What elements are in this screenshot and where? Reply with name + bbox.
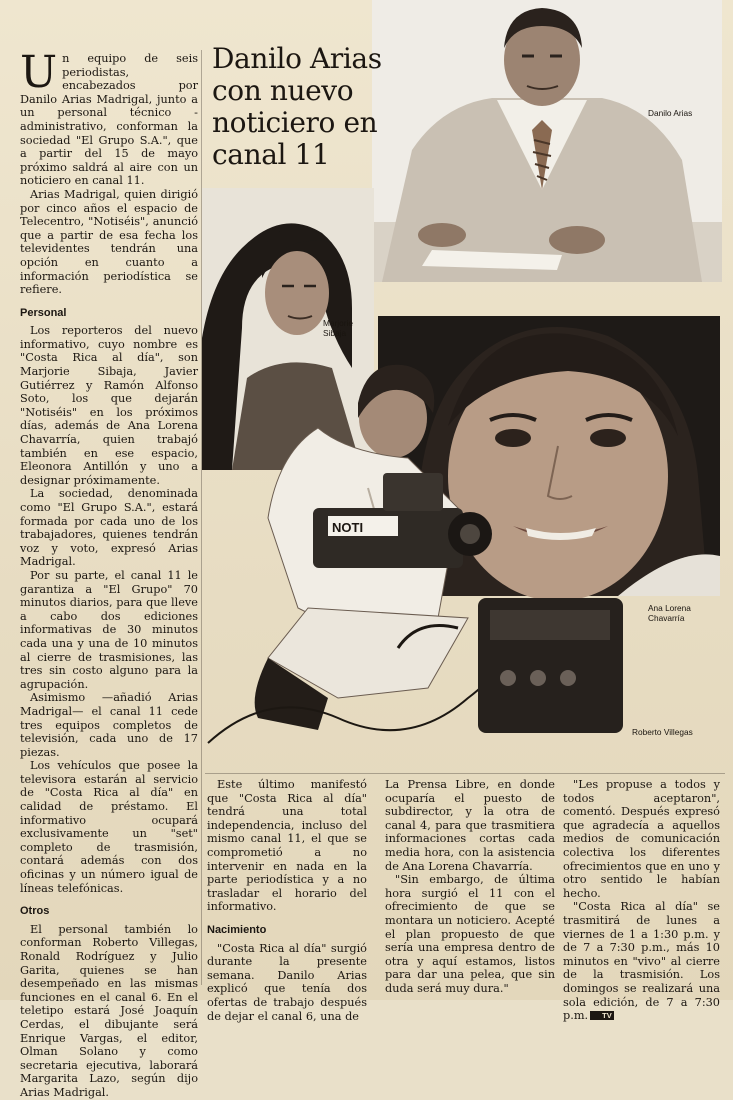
paragraph: El personal también lo conforman Roberto Villegas, Ronald Rodríguez y Julio Garita, quienes se han desempeñado en las mismas funciones en el canal 6. En el teletipo estará José Joaquín Cerdas, el dibujante será Enrique Vargas, el editor, Olman Solano y como secretaria ejecutiva, laborará Margarita Lazo, según dijo Arias Madrigal. <box>20 922 198 1099</box>
paragraph: "Costa Rica al día" surgió durante la presente semana. Danilo Arias explicó que tenía dos ofertas de trabajo después de dejar el canal 6, una de <box>207 941 367 1023</box>
paragraph: Asimismo —añadió Arias Madrigal— el canal 11 cede tres equipos completos de televisión, cada uno de 17 piezas. <box>20 691 198 759</box>
article-column-bottom-2 <box>385 778 555 996</box>
paragraph: La Prensa Libre, en donde ocuparía el puesto de subdirector, y la otra de canal 4, para que trasmitiera informaciones cortas cada media hora, con la asistencia de Ana Lorena Chavarría. <box>385 778 555 873</box>
paragraph: Los reporteros del nuevo informativo, cuyo nombre es "Costa Rica al día", son Marjorie Sibaja, Javier Gutiérrez y Ramón Alfonso Soto, los que dejarán "Notiséis" en los próximos días, además de Ana Lorena Chavarría, quien trabajó también en ese espacio, Eleonora Antillón y uno a designar próximamente. <box>20 324 198 487</box>
caption-danilo: Danilo Arias <box>648 108 693 118</box>
caption-analorena: Ana Lorena Chavarría <box>648 603 691 623</box>
cameraman-illustration <box>208 358 626 750</box>
paragraph: Arias Madrigal, quien dirigió por cinco años el espacio de Telecentro, "Notiséis", anunció que a partir de esa fecha los televidentes tendrán una opción en cuanto a información periodística se refiere. <box>20 187 198 297</box>
drop-cap: U <box>20 47 58 98</box>
subheading-personal: Personal <box>20 306 67 319</box>
article-column-bottom-3 <box>563 778 720 1023</box>
paragraph: "Sin embargo, de última hora surgió el 11 con el ofrecimiento de que se montara un noticiero. Acepté el plan propuesto de que sería una empresa dentro de otra y aquí estamos, listos para dar una pelea, que sin duda será muy dura." <box>385 873 555 995</box>
paragraph: Por su parte, el canal 11 le garantiza a "El Grupo" 70 minutos diarios, para que lleve a cabo dos ediciones informativas de 30 minutos cada una y una de 10 minutos al cierre de trasmisiones, las tres sin costo alguno para la agrupación. <box>20 568 198 691</box>
lead-paragraph <box>20 47 198 188</box>
bottom-section-rule <box>205 773 725 774</box>
caption-marjorie: Marjorie Sibaja <box>323 318 353 338</box>
article-column-bottom-1 <box>207 778 367 1023</box>
closing-text: "Costa Rica al día" se trasmitirá de lunes a viernes de 1 a 1:30 p.m. y de 7 a 7:30 p.m., más 10 minutos en "vivo" al cierre de la trasmisión. Los domingos se realizará una sola edición, de 7 a 7:30 p.m. <box>563 900 720 1023</box>
end-mark-tv: TV <box>590 1011 614 1020</box>
photo-roberto-villegas <box>208 358 626 750</box>
paragraph: "Les propuse a todos y todos aceptaron", comentó. Después expresó que agradecía a aquellos medios de comunicación colectiva los diferentes ofrecimientos que en uno y otro sentido le habían hecho. <box>563 778 720 900</box>
camera-label: NOTI <box>332 520 364 535</box>
lead-text: n equipo de seis periodistas, encabezados por Danilo Arias Madrigal, junto a un personal técnico - administrativo, conforman la sociedad "El Grupo S.A.", que a partir del 15 de mayo próximo saldrá al aire con un noticiero en canal 11. <box>20 52 198 188</box>
paragraph: Los vehículos que posee la televisora estarán al servicio de "Costa Rica al día" en calidad de préstamo. El informativo ocupará exclusivamente un "set" completo de trasmisión, contará además con dos oficinas y un número igual de líneas telefónicas. <box>20 759 198 895</box>
paragraph: La sociedad, denominada como "El Grupo S.A.", estará formada por cada uno de los trabajadores, quienes tendrán voz y voto, expresó Arias Madrigal. <box>20 487 198 569</box>
caption-roberto: Roberto Villegas <box>632 727 693 737</box>
subheading-nacimiento: Nacimiento <box>207 923 267 936</box>
article-column-left <box>20 47 198 1100</box>
paragraph <box>563 900 720 1022</box>
portrait-illustration <box>372 0 722 282</box>
headline: Danilo Arias con nuevo noticiero en canal 11 <box>212 42 382 171</box>
paragraph: Este último manifestó que "Costa Rica al día" tendrá una total independencia, incluso del mismo canal 11, el que se comprometió a no intervenir en nada en la parte periodística y a no trasladar el horario del informativo. <box>207 778 367 914</box>
photo-danilo-arias <box>372 0 722 282</box>
subheading-otros: Otros <box>20 905 50 918</box>
